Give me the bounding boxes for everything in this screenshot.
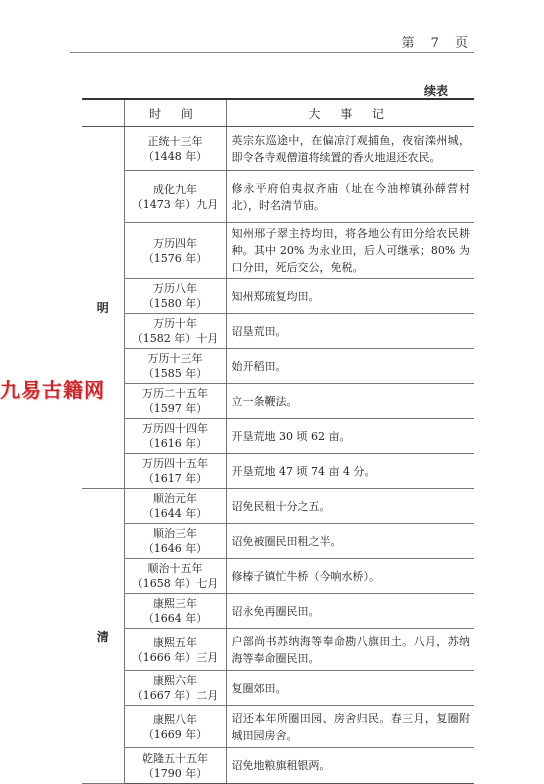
time-cell — [124, 279, 226, 314]
event-cell: 开垦荒地 47 顷 74 亩 4 分。 — [226, 454, 474, 489]
event-cell: 立一条鞭法。 — [226, 384, 474, 419]
time-cell — [124, 489, 226, 524]
time-cell — [124, 559, 226, 594]
table-row — [82, 454, 474, 489]
table-row — [82, 279, 474, 314]
event-cell: 户部尚书苏纳海等奉命勘八旗田土。八月，苏纳海等奉命圈民田。 — [226, 629, 474, 671]
table-row — [82, 748, 474, 784]
event-cell: 修榛子镇忙牛桥（今响水桥）。 — [226, 559, 474, 594]
page-number: 第 7 页 — [401, 36, 474, 51]
time-cell — [124, 314, 226, 349]
time-cell — [124, 384, 226, 419]
table-header-row — [82, 99, 474, 127]
table-row — [82, 489, 474, 524]
ce-year: （1646 年） — [142, 542, 208, 555]
time-cell — [124, 171, 226, 223]
event-cell: 修永平府伯夷叔齐庙（址在今油榨镇孙薛营村北），时名清节庙。 — [226, 171, 474, 223]
table-row — [82, 419, 474, 454]
ce-year: （1644 年） — [142, 507, 208, 520]
table-row — [82, 127, 474, 171]
era-year: 康熙五年 — [153, 635, 197, 649]
era-year: 万历四年 — [153, 236, 197, 250]
table-row — [82, 314, 474, 349]
event-cell: 诏还本年所圈田园、房舍归民。春三月，复圈附城田园房舍。 — [226, 706, 474, 748]
table-row — [82, 706, 474, 748]
event-cell: 诏免被圈民田租之半。 — [226, 524, 474, 559]
table-row — [82, 171, 474, 223]
time-column-header: 时 间 — [124, 99, 226, 127]
era-year: 顺治十五年 — [147, 562, 203, 575]
ce-year: （1790 年） — [142, 766, 208, 780]
era-year: 康熙六年 — [153, 674, 197, 687]
ce-year: （1616 年） — [142, 437, 208, 450]
time-cell — [124, 629, 226, 671]
ce-year: （1664 年） — [142, 612, 208, 625]
time-cell — [124, 748, 226, 784]
time-cell — [124, 706, 226, 748]
table-row — [82, 524, 474, 559]
event-column-header: 大 事 记 — [226, 99, 474, 127]
time-cell — [124, 524, 226, 559]
watermark-logo: 九易古籍网 — [0, 378, 105, 402]
event-cell: 知州邢子翠主持均田，将各地公有田分给农民耕种。其中 20% 为永业田，后人可继承；80% 为口分田，死后交公，免税。 — [226, 223, 474, 279]
era-year: 万历十三年 — [147, 352, 203, 365]
events-body — [82, 127, 474, 784]
era-year: 顺治元年 — [153, 492, 197, 505]
event-cell: 诏永免再圈民田。 — [226, 594, 474, 629]
event-cell: 开垦荒地 30 顷 62 亩。 — [226, 419, 474, 454]
dynasty-cell: 明 — [82, 127, 124, 489]
time-cell — [124, 454, 226, 489]
event-cell: 诏免民租十分之五。 — [226, 489, 474, 524]
era-year: 康熙三年 — [153, 597, 197, 610]
era-year: 万历十年 — [153, 317, 197, 330]
ce-year: （1666 年）三月 — [131, 650, 219, 664]
table-row — [82, 594, 474, 629]
era-year: 万历二十五年 — [142, 387, 208, 400]
time-cell — [124, 594, 226, 629]
table-row — [82, 384, 474, 419]
table-row — [82, 671, 474, 706]
era-year: 成化九年 — [153, 182, 197, 196]
era-year: 万历四十四年 — [142, 422, 208, 435]
time-cell — [124, 127, 226, 171]
event-cell: 知州郑琉复均田。 — [226, 279, 474, 314]
ce-year: （1580 年） — [142, 297, 208, 310]
ce-year: （1576 年） — [142, 251, 208, 265]
events-table — [82, 98, 474, 784]
event-cell: 英宗东巡途中，在偏凉汀观捕鱼，夜宿滦州城，即令各寺观僧道将续置的香火地退还农民。 — [226, 127, 474, 171]
event-cell: 始开稻田。 — [226, 349, 474, 384]
era-year: 万历四十五年 — [142, 457, 208, 470]
ce-year: （1617 年） — [142, 472, 208, 485]
era-year: 正统十三年 — [147, 134, 203, 148]
ce-year: （1658 年）七月 — [131, 577, 219, 590]
table-row — [82, 223, 474, 279]
time-cell — [124, 349, 226, 384]
table-row — [82, 349, 474, 384]
era-year: 万历八年 — [153, 282, 197, 295]
event-cell: 诏免地粮旗租银两。 — [226, 748, 474, 784]
event-cell: 诏垦荒田。 — [226, 314, 474, 349]
dynasty-column-header — [82, 99, 124, 127]
time-cell — [124, 419, 226, 454]
ce-year: （1448 年） — [142, 149, 208, 163]
ce-year: （1585 年） — [142, 367, 208, 380]
ce-year: （1473 年）九月 — [131, 197, 219, 211]
time-cell — [124, 223, 226, 279]
table-row — [82, 559, 474, 594]
time-cell — [124, 671, 226, 706]
ce-year: （1597 年） — [142, 402, 208, 415]
ce-year: （1667 年）二月 — [131, 689, 219, 702]
ce-year: （1582 年）十月 — [131, 332, 219, 345]
era-year: 乾隆五十五年 — [142, 751, 208, 765]
ce-year: （1669 年） — [142, 727, 208, 741]
era-year: 康熙八年 — [153, 712, 197, 726]
table-row — [82, 629, 474, 671]
page-header — [70, 30, 474, 53]
continued-table-label: 续表 — [424, 84, 449, 98]
era-year: 顺治三年 — [153, 527, 197, 540]
event-cell: 复圈郊田。 — [226, 671, 474, 706]
dynasty-cell: 清 — [82, 489, 124, 784]
